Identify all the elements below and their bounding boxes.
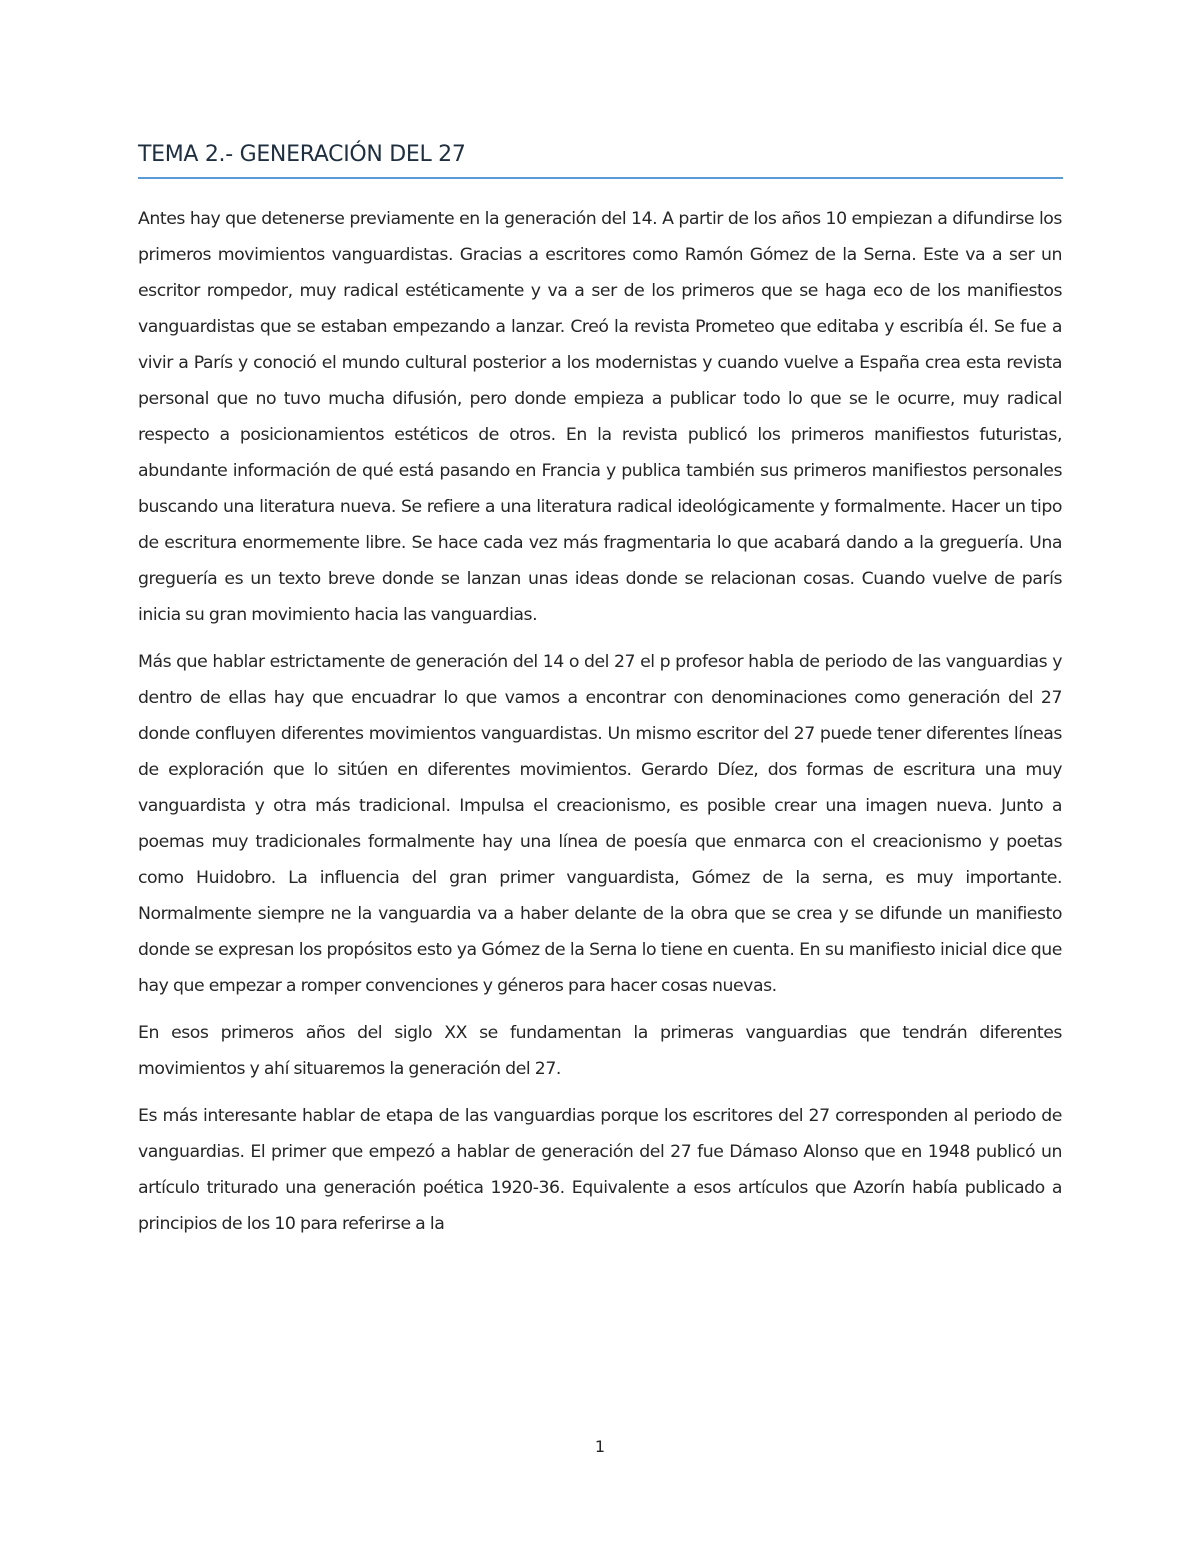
page-number: 1 [594, 1437, 606, 1456]
paragraph-4: Es más interesante hablar de etapa de las vanguardias porque los escritores del 27 corresponden al periodo de vanguardias. El primer que empezó a hablar de generación del 27 fue Dámaso Alonso que en 1948 publicó un artículo triturado una generación poética 1920-36. Equivalente a esos artículos que Azorín había publicado a principios de los 10 para referirse a la [138, 1106, 1062, 1234]
document-body [138, 201, 1062, 1253]
document-title: TEMA 2.- GENERACIÓN DEL 27 [138, 137, 1063, 179]
paragraph-3: En esos primeros años del siglo XX se fundamentan la primeras vanguardias que tendrán diferentes movimientos y ahí situaremos la generación del 27. [138, 1023, 1062, 1079]
paragraph-1: Antes hay que detenerse previamente en la generación del 14. A partir de los años 10 empiezan a difundirse los primeros movimientos vanguardistas. Gracias a escritores como Ramón Gómez de la Serna. Este va a ser un escritor rompedor, muy radical estéticamente y va a ser de los primeros que se haga eco de los manifiestos vanguardistas que se estaban empezando a lanzar. Creó la revista Prometeo que editaba y escribía él. Se fue a vivir a París y conoció el mundo cultural posterior a los modernistas y cuando vuelve a España crea esta revista personal que no tuvo mucha difusión, pero donde empieza a publicar todo lo que se le ocurre, muy radical respecto a posicionamientos estéticos de otros. En la revista publicó los primeros manifiestos futuristas, abundante información de qué está pasando en Francia y publica también sus primeros manifiestos personales buscando una literatura nueva. Se refiere a una literatura radical ideológicamente y formalmente. Hacer un tipo de escritura enormemente libre. Se hace cada vez más fragmentaria lo que acabará dando a la greguería. Una greguería es un texto breve donde se lanzan unas ideas donde se relacionan cosas. Cuando vuelve de parís inicia su gran movimiento hacia las vanguardias. [138, 209, 1062, 625]
paragraph-2: Más que hablar estrictamente de generación del 14 o del 27 el p profesor habla de periodo de las vanguardias y dentro de ellas hay que encuadrar lo que vamos a encontrar con denominaciones como generación del 27 donde confluyen diferentes movimientos vanguardistas. Un mismo escritor del 27 puede tener diferentes líneas de exploración que lo sitúen en diferentes movimientos. Gerardo Díez, dos formas de escritura una muy vanguardista y otra más tradicional. Impulsa el creacionismo, es posible crear una imagen nueva. Junto a poemas muy tradicionales formalmente hay una línea de poesía que enmarca con el creacionismo y poetas como Huidobro. La influencia del gran primer vanguardista, Gómez de la serna, es muy importante. Normalmente siempre ne la vanguardia va a haber delante de la obra que se crea y se difunde un manifiesto donde se expresan los propósitos esto ya Gómez de la Serna lo tiene en cuenta. En su manifiesto inicial dice que hay que empezar a romper convenciones y géneros para hacer cosas nuevas. [138, 652, 1062, 996]
